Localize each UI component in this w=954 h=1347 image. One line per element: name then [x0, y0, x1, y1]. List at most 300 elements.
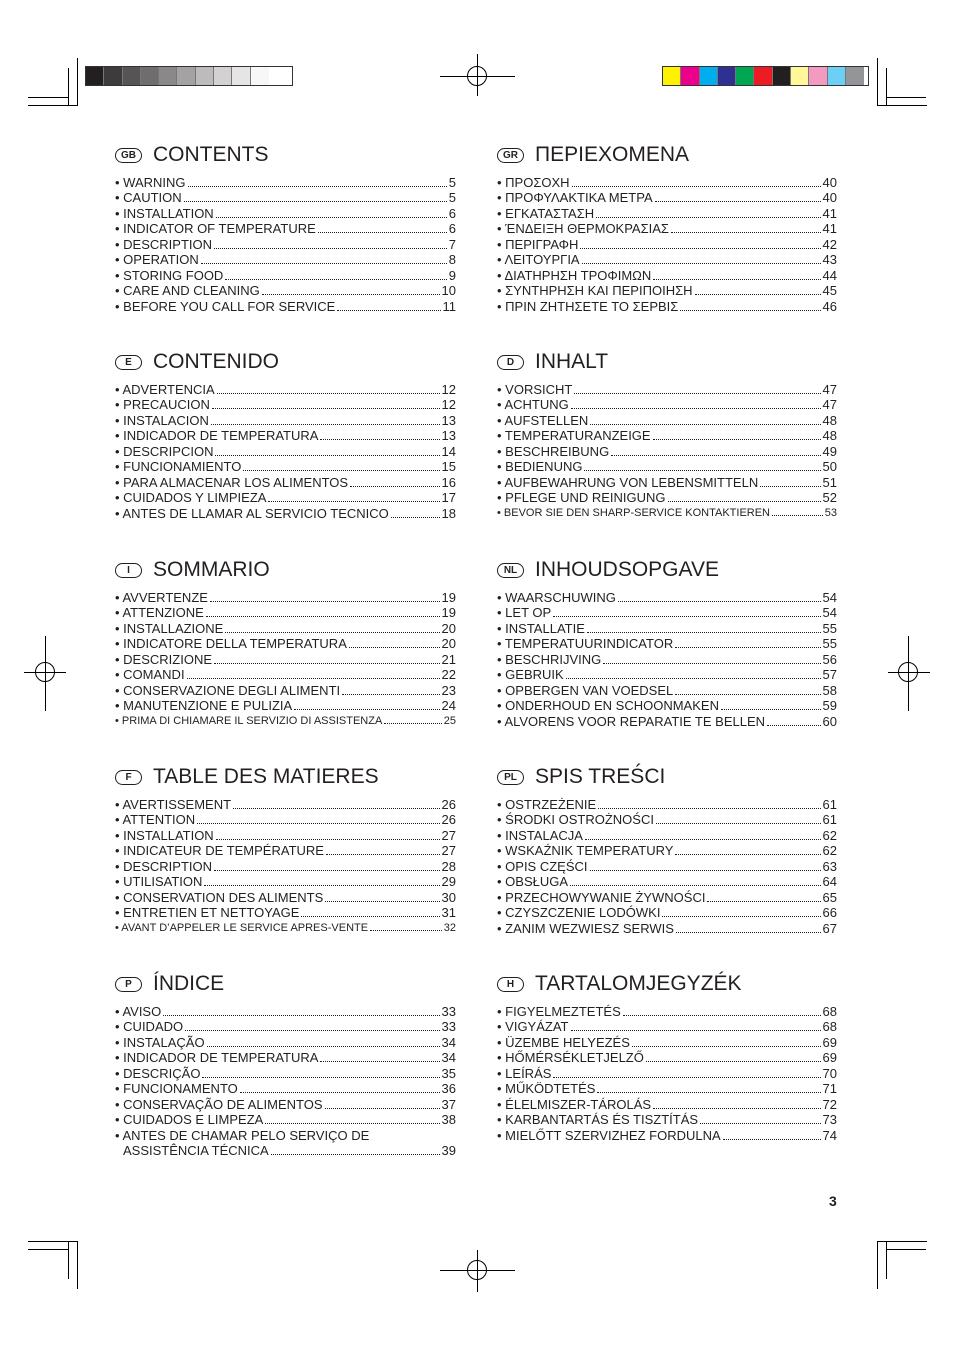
dot-leader: [566, 678, 821, 679]
toc-entry-label: • WARNING: [115, 175, 186, 190]
toc-entry-label: • UTILISATION: [115, 874, 203, 890]
dot-leader: [676, 932, 821, 933]
toc-entry-label: • ATTENZIONE: [115, 605, 204, 621]
toc-entry: [115, 797, 456, 812]
toc-entry-page: 34: [441, 1050, 456, 1066]
grayscale-swatch: [159, 67, 177, 85]
toc-entry-label: • OPERATION: [115, 252, 199, 268]
dot-leader: [700, 1123, 820, 1124]
dot-leader: [656, 823, 821, 824]
toc-entry: [497, 475, 837, 490]
toc-entry: [115, 299, 456, 314]
toc-entry-page: 7: [448, 236, 456, 252]
dot-leader: [646, 1061, 821, 1062]
toc-entry-label: • ANTES DE LLAMAR AL SERVICIO TECNICO: [115, 505, 389, 521]
toc-entry-label: • VORSICHT: [497, 382, 573, 397]
toc-entry-page: 6: [448, 221, 456, 237]
toc-entry: [497, 652, 837, 667]
dot-leader: [225, 279, 446, 280]
toc-entry-list: [497, 175, 837, 314]
section-header: [497, 971, 837, 997]
dot-leader: [590, 870, 821, 871]
grayscale-swatch: [141, 67, 159, 85]
toc-entry: [115, 1050, 456, 1065]
section-header: [115, 142, 456, 168]
toc-entry-label: • TEMPERATURANZEIGE: [497, 428, 651, 444]
language-code-badge: D: [497, 355, 524, 370]
toc-entry: [497, 1066, 837, 1081]
toc-entry-label: • AVERTISSEMENT: [115, 797, 232, 812]
toc-entry-label: • ÜZEMBE HELYEZÉS: [497, 1034, 630, 1050]
grayscale-swatch: [232, 67, 250, 85]
toc-entry-page: 53: [824, 506, 837, 519]
toc-entry: [115, 683, 456, 698]
toc-entry: [115, 621, 456, 636]
toc-entry-page: 37: [441, 1096, 456, 1112]
toc-entry: [115, 459, 456, 474]
dot-leader: [582, 263, 821, 264]
toc-entry-label: • AUFSTELLEN: [497, 412, 589, 428]
toc-entry-label: • KARBANTARTÁS ÉS TISZTÍTÁS: [497, 1112, 699, 1128]
contents-section-gr: [497, 142, 837, 314]
toc-entry-label: • PRECAUCION: [115, 397, 210, 413]
toc-entry: [115, 667, 456, 682]
toc-entry-page: 60: [822, 713, 837, 729]
toc-entry-list: [115, 797, 456, 936]
language-code-badge: E: [115, 355, 142, 370]
toc-entry: [115, 1128, 456, 1143]
toc-entry-page: 21: [441, 651, 456, 667]
toc-entry: [497, 828, 837, 843]
toc-entry-page: 27: [441, 843, 456, 859]
toc-entry: [497, 428, 837, 443]
dot-leader: [294, 709, 439, 710]
toc-entry-label: • WSKAŹNIK TEMPERATURY: [497, 843, 674, 859]
dot-leader: [370, 930, 442, 931]
dot-leader: [214, 663, 440, 664]
toc-entry: [115, 1066, 456, 1081]
toc-entry-page: 35: [441, 1065, 456, 1081]
toc-entry: [115, 874, 456, 889]
toc-entry-page: 11: [442, 298, 456, 314]
toc-entry-page: 33: [441, 1019, 456, 1035]
toc-entry-label: • ZANIM WEZWIESZ SERWIS: [497, 920, 674, 936]
dot-leader: [587, 632, 821, 633]
toc-entry: [115, 206, 456, 221]
section-header: [115, 557, 456, 583]
toc-entry: [497, 175, 837, 190]
toc-entry-label: • ENTRETIEN ET NETTOYAGE: [115, 905, 300, 921]
toc-entry-page: 62: [822, 843, 837, 859]
toc-entry: [115, 283, 456, 298]
toc-entry-page: 6: [448, 205, 456, 221]
toc-entry-page: 44: [822, 267, 837, 283]
dot-leader: [668, 501, 821, 502]
toc-entry-page: 13: [441, 412, 456, 428]
toc-entry: [115, 698, 456, 713]
process-color-swatch: [773, 67, 791, 85]
dot-leader: [675, 647, 820, 648]
toc-entry: [497, 413, 837, 428]
dot-leader: [320, 439, 439, 440]
dot-leader: [707, 901, 820, 902]
toc-entry: [115, 428, 456, 443]
toc-entry-list: [115, 382, 456, 521]
toc-entry-label: • ΠΡΟΦΥΛΑΚΤΙΚΑ ΜΕΤΡΑ: [497, 190, 653, 206]
toc-entry-page: 40: [822, 175, 837, 190]
contents-section-h: [497, 971, 837, 1143]
toc-entry: [497, 905, 837, 920]
toc-entry: [115, 605, 456, 620]
toc-entry-page: 22: [441, 667, 456, 683]
toc-entry: [497, 605, 837, 620]
toc-entry-label: • ΠΡΙΝ ΖΗΤΗΣΕΤΕ ΤΟ ΣΕΡΒΙΣ: [497, 298, 679, 314]
toc-entry: [115, 237, 456, 252]
contents-section-gb: [115, 142, 456, 314]
dot-leader: [233, 808, 439, 809]
toc-entry-page: 57: [822, 667, 837, 683]
toc-entry: [115, 175, 456, 190]
section-header: [115, 349, 456, 375]
toc-entry: [497, 1081, 837, 1096]
toc-entry-label: • GEBRUIK: [497, 667, 564, 683]
toc-entry-label: • OSTRZEŻENIE: [497, 797, 597, 812]
dot-leader: [653, 279, 820, 280]
dot-leader: [215, 455, 439, 456]
dot-leader: [216, 839, 440, 840]
dot-leader: [211, 424, 440, 425]
toc-entry: [115, 1019, 456, 1034]
toc-entry-page: 41: [822, 221, 837, 237]
toc-entry-page: 30: [441, 889, 456, 905]
toc-entry-page: 41: [822, 205, 837, 221]
toc-entry-label: • CUIDADOS Y LIMPIEZA: [115, 490, 267, 506]
toc-entry: [497, 1112, 837, 1127]
toc-entry-label: • MANUTENZIONE E PULIZIA: [115, 698, 293, 714]
toc-entry-label: • FUNCIONAMIENTO: [115, 459, 242, 475]
toc-entry-label: • DESCRIPTION: [115, 236, 213, 252]
process-color-swatch: [718, 67, 736, 85]
toc-entry-label: • ANTES DE CHAMAR PELO SERVIÇO DE: [115, 1127, 370, 1143]
toc-entry: [497, 1019, 837, 1034]
grayscale-swatch: [123, 67, 141, 85]
grayscale-swatch: [214, 67, 232, 85]
toc-entry-list: [497, 1004, 837, 1143]
toc-entry: [115, 252, 456, 267]
process-color-swatch: [700, 67, 718, 85]
toc-entry-label: • CZYSZCZENIE LODÓWKI: [497, 905, 661, 921]
toc-entry-label: • STORING FOOD: [115, 267, 224, 283]
toc-entry: [497, 590, 837, 605]
toc-entry: [497, 190, 837, 205]
toc-entry-page: 29: [441, 874, 456, 890]
toc-entry: [497, 890, 837, 905]
toc-entry-page: 50: [822, 459, 837, 475]
toc-entry-list: [497, 590, 837, 729]
toc-entry-page: 33: [441, 1004, 456, 1019]
toc-entry-page: 56: [822, 651, 837, 667]
toc-entry-label: • INSTALLATIE: [497, 620, 585, 636]
toc-entry-page: 20: [441, 620, 456, 636]
toc-entry-page: 54: [822, 605, 837, 621]
process-color-swatch: [736, 67, 754, 85]
toc-entry-label: • OPBERGEN VAN VOEDSEL: [497, 682, 674, 698]
toc-entry-label: • INSTALACJA: [497, 827, 583, 843]
toc-entry-label: • INSTALAÇÃO: [115, 1034, 205, 1050]
dot-leader: [675, 854, 820, 855]
toc-entry: [497, 397, 837, 412]
dot-leader: [772, 515, 823, 516]
dot-leader: [337, 310, 440, 311]
dot-leader: [767, 725, 821, 726]
toc-entry-page: 38: [441, 1112, 456, 1128]
dot-leader: [695, 294, 821, 295]
contents-section-e: [115, 349, 456, 521]
dot-leader: [217, 393, 440, 394]
toc-entry-page: 67: [822, 920, 837, 936]
toc-entry-label: • ΔΙΑΤΗΡΗΣΗ ΤΡΟΦΙΜΩΝ: [497, 267, 652, 283]
toc-entry-label: • OBSŁUGA: [497, 874, 569, 890]
toc-entry: [115, 652, 456, 667]
section-title: CONTENTS: [153, 143, 269, 166]
dot-leader: [553, 616, 820, 617]
toc-entry: [497, 874, 837, 889]
toc-entry: [115, 475, 456, 490]
toc-entry-label: • INSTALLAZIONE: [115, 620, 224, 636]
toc-entry-label: • CONSERVATION DES ALIMENTS: [115, 889, 324, 905]
toc-entry: [115, 382, 456, 397]
toc-entry-label: • DESCRIPTION: [115, 858, 213, 874]
toc-entry-page: 15: [441, 459, 456, 475]
toc-entry: [497, 459, 837, 474]
contents-section-d: [497, 349, 837, 521]
toc-entry: [115, 890, 456, 905]
toc-entry-page: 69: [822, 1050, 837, 1066]
toc-entry-list: [115, 175, 456, 314]
toc-entry-label: • INDICADOR DE TEMPERATURA: [115, 428, 319, 444]
toc-entry-page: 68: [822, 1004, 837, 1019]
process-color-swatch: [828, 67, 846, 85]
grayscale-swatch: [251, 67, 269, 85]
toc-entry-page: 54: [822, 590, 837, 605]
toc-entry-page: 25: [443, 714, 456, 727]
toc-entry: [497, 252, 837, 267]
toc-entry-page: 61: [822, 812, 837, 828]
toc-entry: [497, 812, 837, 827]
toc-entry-label: • INSTALLATION: [115, 827, 214, 843]
toc-entry-page: 58: [822, 682, 837, 698]
process-color-swatch: [663, 67, 681, 85]
toc-entry-label: • CUIDADO: [115, 1019, 184, 1035]
dot-leader: [553, 1077, 820, 1078]
dot-leader: [212, 408, 440, 409]
toc-entry-label: • AUFBEWAHRUNG VON LEBENSMITTELN: [497, 474, 759, 490]
toc-entry-label: • MIELŐTT SZERVIZHEZ FORDULNA: [497, 1127, 721, 1143]
toc-entry-page: 19: [441, 590, 456, 605]
toc-entry-page: 16: [441, 474, 456, 490]
dot-leader: [585, 839, 821, 840]
section-header: [115, 764, 456, 790]
toc-entry-label: • BESCHREIBUNG: [497, 443, 610, 459]
dot-leader: [216, 217, 447, 218]
dot-leader: [618, 601, 821, 602]
toc-entry-page: 68: [822, 1019, 837, 1035]
toc-entry-label: • BEDIENUNG: [497, 459, 583, 475]
dot-leader: [225, 632, 439, 633]
toc-entry-page: 5: [448, 175, 456, 190]
grayscale-swatch: [196, 67, 214, 85]
toc-entry-label: • ALVORENS VOOR REPARATIE TE BELLEN: [497, 713, 766, 729]
dot-leader: [301, 916, 439, 917]
toc-entry-page: 18: [441, 505, 456, 521]
toc-entry-page: 64: [822, 874, 837, 890]
dot-leader: [207, 1046, 440, 1047]
section-title: INHOUDSOPGAVE: [535, 558, 719, 581]
toc-entry: [115, 221, 456, 236]
dot-leader: [184, 201, 447, 202]
section-title: INHALT: [535, 350, 609, 373]
toc-entry-page: 69: [822, 1034, 837, 1050]
toc-entry: [115, 1143, 456, 1158]
grayscale-swatch: [104, 67, 122, 85]
language-code-badge: GR: [497, 148, 524, 163]
toc-entry-label: • AVISO: [115, 1004, 162, 1019]
toc-entry-page: 70: [822, 1065, 837, 1081]
toc-entry-label: • AVANT D’APPELER LE SERVICE APRES-VENTE: [115, 921, 369, 934]
contents-section-i: [115, 557, 456, 729]
toc-entry-label: • DESCRIPCION: [115, 443, 214, 459]
process-color-swatch: [791, 67, 809, 85]
process-color-bar: [662, 66, 869, 86]
toc-entry: [497, 206, 837, 221]
toc-entry-label: • PRZECHOWYWANIE ŻYWNOŚCI: [497, 889, 706, 905]
language-code-badge: P: [115, 977, 142, 992]
toc-entry: [497, 1128, 837, 1143]
toc-entry-label: • BEVOR SIE DEN SHARP-SERVICE KONTAKTIEREN: [497, 506, 771, 519]
section-title: TABLE DES MATIERES: [153, 765, 379, 788]
toc-entry-page: 55: [822, 620, 837, 636]
toc-entry-page: 61: [822, 797, 837, 812]
dot-leader: [584, 470, 820, 471]
section-title: SOMMARIO: [153, 558, 270, 581]
toc-entry: [497, 490, 837, 505]
toc-entry-page: 12: [441, 382, 456, 397]
grayscale-swatch: [86, 67, 104, 85]
toc-entry-page: 27: [441, 827, 456, 843]
toc-entry: [115, 1004, 456, 1019]
toc-entry-label: • ACHTUNG: [497, 397, 569, 413]
dot-leader: [603, 663, 820, 664]
dot-leader: [721, 709, 821, 710]
toc-entry-page: 63: [822, 858, 837, 874]
toc-entry-page: 23: [441, 682, 456, 698]
dot-leader: [240, 1092, 440, 1093]
toc-entry: [497, 683, 837, 698]
toc-entry-page: 47: [822, 397, 837, 413]
toc-entry: [497, 1097, 837, 1112]
section-title: TARTALOMJEGYZÉK: [535, 972, 742, 995]
toc-entry-label: • FIGYELMEZTETÉS: [497, 1004, 621, 1019]
toc-entry-page: 48: [822, 412, 837, 428]
toc-entry-label: • INSTALLATION: [115, 205, 214, 221]
toc-entry-label: • ΠΡΟΣΟΧΗ: [497, 175, 570, 190]
dot-leader: [271, 1154, 440, 1155]
toc-entry-page: 59: [822, 698, 837, 714]
dot-leader: [320, 1061, 439, 1062]
toc-entry: [497, 797, 837, 812]
toc-entry: [115, 590, 456, 605]
dot-leader: [325, 1108, 440, 1109]
dot-leader: [318, 232, 447, 233]
dot-leader: [611, 455, 820, 456]
toc-entry-page: 8: [448, 252, 456, 268]
dot-leader: [185, 1030, 439, 1031]
page-number: 3: [829, 1193, 837, 1209]
toc-entry: [115, 444, 456, 459]
toc-entry-page: 24: [441, 698, 456, 714]
dot-leader: [325, 901, 439, 902]
toc-entry-list: [497, 382, 837, 521]
toc-entry: [497, 221, 837, 236]
toc-entry: [115, 397, 456, 412]
toc-entry: [115, 268, 456, 283]
dot-leader: [571, 1030, 821, 1031]
toc-entry-page: 32: [443, 921, 456, 934]
toc-entry: [115, 490, 456, 505]
toc-entry-page: 40: [822, 190, 837, 206]
toc-entry: [115, 506, 456, 521]
toc-entry-label: • LEÍRÁS: [497, 1065, 552, 1081]
toc-entry: [497, 382, 837, 397]
toc-entry-page: 17: [441, 490, 456, 506]
toc-entry-label: • INDICATORE DELLA TEMPERATURA: [115, 636, 347, 652]
toc-entry-page: 26: [441, 812, 456, 828]
dot-leader: [187, 678, 440, 679]
toc-entry: [497, 621, 837, 636]
toc-entry-label: • ΕΓΚΑΤΑΣΤΑΣΗ: [497, 205, 595, 221]
dot-leader: [188, 186, 447, 187]
dot-leader: [675, 694, 820, 695]
dot-leader: [671, 232, 821, 233]
dot-leader: [662, 916, 820, 917]
contents-section-pl: [497, 764, 837, 936]
dot-leader: [574, 393, 820, 394]
section-title: CONTENIDO: [153, 350, 279, 373]
toc-entry-label: • ΣΥΝΤΗΡΗΣΗ ΚΑΙ ΠΕΡΙΠΟΙΗΣΗ: [497, 283, 693, 299]
contents-section-f: [115, 764, 456, 936]
toc-entry-label: • CONSERVAZIONE DEGLI ALIMENTI: [115, 682, 341, 698]
toc-entry: [115, 190, 456, 205]
toc-entry: [497, 283, 837, 298]
toc-entry-page: 42: [822, 236, 837, 252]
toc-entry-label: • CONSERVAÇÃO DE ALIMENTOS: [115, 1096, 323, 1112]
dot-leader: [597, 1092, 820, 1093]
toc-entry-list: [115, 1004, 456, 1158]
toc-entry-label: • DESCRIÇÃO: [115, 1065, 201, 1081]
toc-entry-page: 47: [822, 382, 837, 397]
toc-entry-page: 46: [822, 298, 837, 314]
grayscale-swatch: [177, 67, 195, 85]
dot-leader: [384, 723, 441, 724]
toc-entry-label: • ÉLELMISZER-TÁROLÁS: [497, 1096, 652, 1112]
toc-entry: [497, 1035, 837, 1050]
dot-leader: [197, 823, 439, 824]
toc-entry-list: [115, 590, 456, 729]
toc-entry-page: 48: [822, 428, 837, 444]
dot-leader: [201, 263, 447, 264]
toc-entry: [115, 828, 456, 843]
toc-entry-page: 65: [822, 889, 837, 905]
